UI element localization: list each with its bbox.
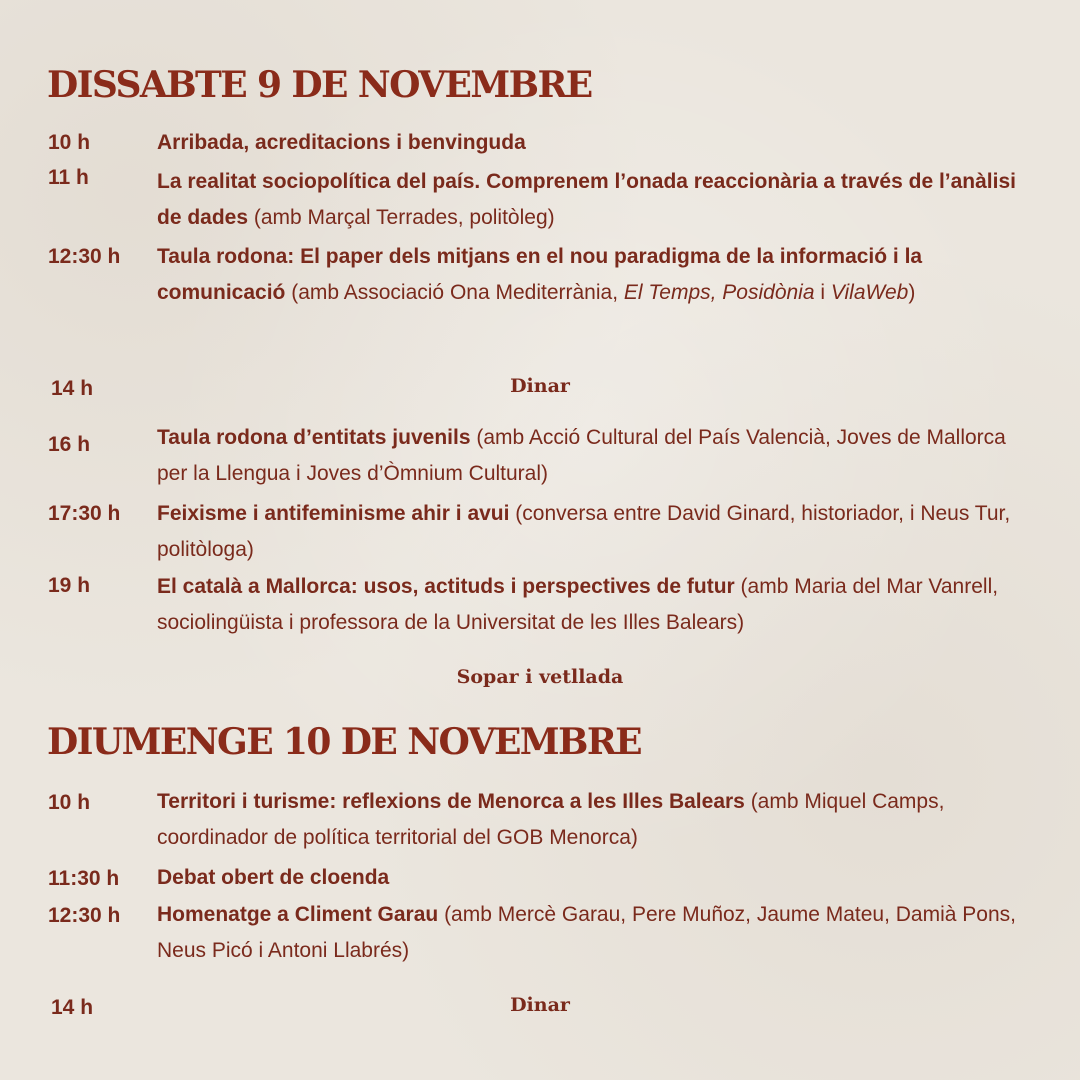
schedule-item bbox=[157, 860, 1017, 896]
time-label: 14 h bbox=[51, 377, 94, 400]
item-details: (amb Maria del Mar Vanrell, sociolingüista i professora de la Universitat de les Illes Balears) bbox=[157, 575, 999, 634]
item-details: (amb Miquel Camps, coordinador de política territorial del GOB Menorca) bbox=[157, 790, 945, 849]
item-title: Debat obert de cloenda bbox=[157, 866, 390, 889]
schedule-item bbox=[157, 125, 1017, 161]
schedule-item bbox=[157, 897, 1017, 969]
item-title: La realitat sociopolítica del país. Comprenem l’onada reaccionària a través de l’anàlisi de dades bbox=[157, 170, 1016, 229]
item-details: (amb Marçal Terrades, politòleg) bbox=[248, 206, 555, 229]
item-details-italic: VilaWeb bbox=[830, 281, 909, 304]
item-details: (conversa entre David Ginard, historiador, i Neus Tur, politòloga) bbox=[157, 502, 1011, 561]
item-title: Homenatge a Climent Garau bbox=[157, 903, 439, 926]
item-details: i bbox=[814, 281, 831, 304]
time-label: 10 h bbox=[48, 791, 91, 814]
time-label: 14 h bbox=[51, 996, 94, 1019]
item-title: Arribada, acreditacions i benvinguda bbox=[157, 131, 526, 154]
item-title: Taula rodona: El paper dels mitjans en el nou paradigma de la informació i la comunicació bbox=[157, 245, 923, 304]
time-label: 11 h bbox=[48, 166, 89, 189]
item-title: El català a Mallorca: usos, actituds i perspectives de futur bbox=[157, 575, 735, 598]
schedule-item bbox=[157, 784, 1017, 856]
schedule-item bbox=[157, 164, 1017, 236]
break-label-dinner: Sopar i vetllada bbox=[456, 666, 624, 688]
time-label: 19 h bbox=[48, 574, 91, 597]
time-label: 17:30 h bbox=[48, 502, 121, 525]
item-details: (amb Acció Cultural del País Valencià, Joves de Mallorca per la Llengua i Joves d’Òmnium Cultural) bbox=[157, 426, 1006, 485]
item-title: Taula rodona d’entitats juvenils bbox=[157, 426, 471, 449]
schedule-item bbox=[157, 569, 1017, 641]
day-heading-saturday: DISSABTE 9 DE NOVEMBRE bbox=[47, 64, 592, 106]
item-title: Territori i turisme: reflexions de Menorca a les Illes Balears bbox=[157, 790, 745, 813]
break-label-lunch: Dinar bbox=[510, 375, 570, 397]
time-label: 11:30 h bbox=[48, 867, 120, 890]
time-label: 12:30 h bbox=[48, 904, 121, 927]
time-label: 10 h bbox=[48, 131, 91, 154]
item-details: ) bbox=[908, 281, 916, 304]
item-details: (amb Mercè Garau, Pere Muñoz, Jaume Mateu, Damià Pons, Neus Picó i Antoni Llabrés) bbox=[157, 903, 1016, 962]
item-details-italic: El Temps, Posidònia bbox=[623, 281, 815, 304]
schedule-item bbox=[157, 420, 1017, 492]
item-details: (amb Associació Ona Mediterrània, bbox=[285, 281, 624, 304]
day-heading-sunday: DIUMENGE 10 DE NOVEMBRE bbox=[47, 721, 642, 763]
break-label-lunch: Dinar bbox=[510, 994, 570, 1016]
schedule-item bbox=[157, 496, 1017, 568]
schedule-item bbox=[157, 239, 1017, 311]
time-label: 12:30 h bbox=[48, 245, 121, 268]
item-title: Feixisme i antifeminisme ahir i avui bbox=[157, 502, 510, 525]
time-label: 16 h bbox=[48, 433, 91, 456]
